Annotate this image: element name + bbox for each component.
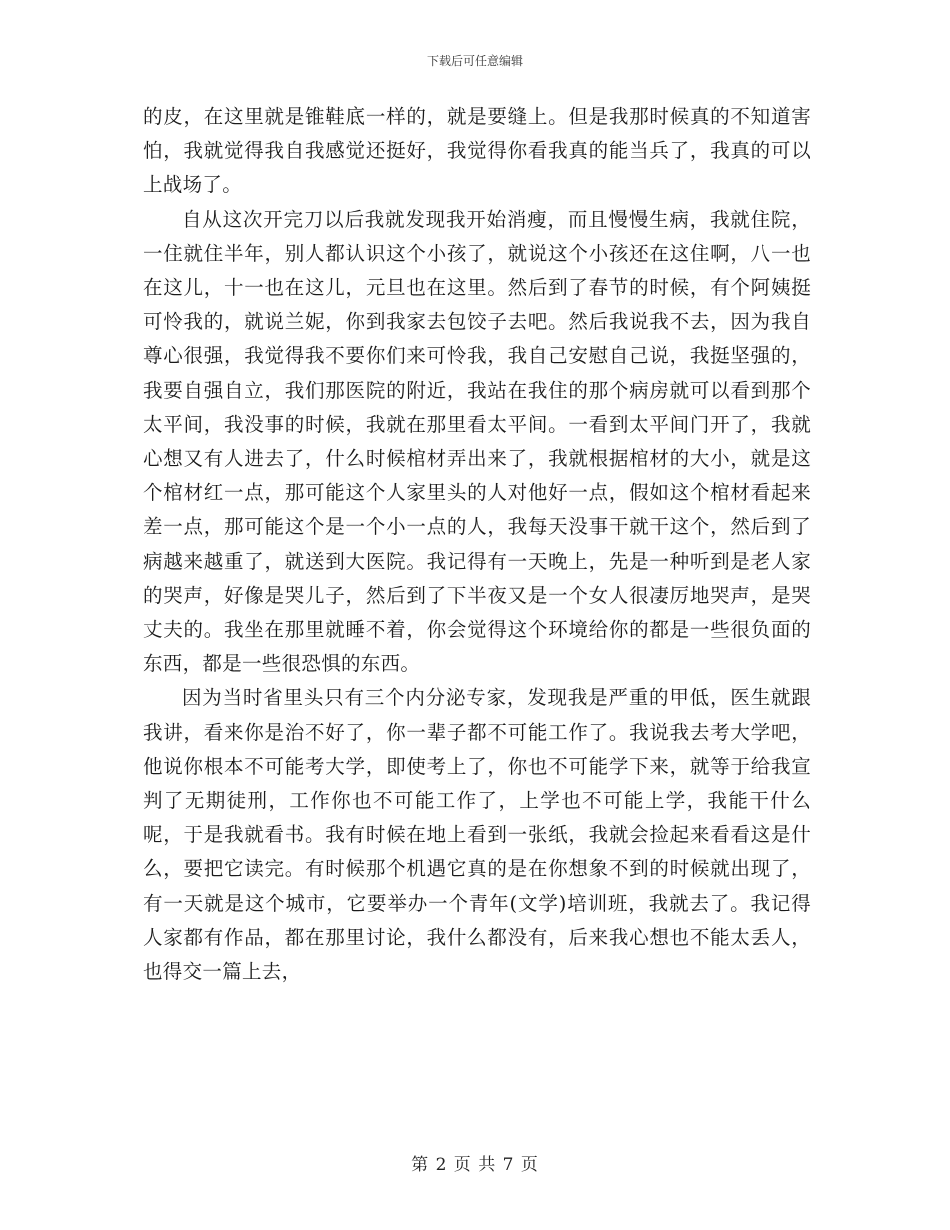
document-body: [143, 100, 811, 989]
paragraph-3: 因为当时省里头只有三个内分泌专家，发现我是严重的甲低，医生就跟我讲，看来你是治不好了，你一辈子都不可能工作了。我说我去考大学吧，他说你根本不可能考大学，即使考上了，你也不可能学下来，就等于给我宣判了无期徒刑，工作你也不可能工作了，上学也不可能上学，我能干什么呢，于是我就看书。我有时候在地上看到一张纸，我就会捡起来看看这是什么，要把它读完。有时候那个机遇它真的是在你想象不到的时候就出现了，有一天就是这个城市，它要举办一个青年(文学)培训班，我就去了。我记得人家都有作品，都在那里讨论，我什么都没有，后来我心想也不能太丢人，也得交一篇上去，: [143, 686, 811, 984]
paragraph-1: 的皮，在这里就是锥鞋底一样的，就是要缝上。但是我那时候真的不知道害怕，我就觉得我自我感觉还挺好，我觉得你看我真的能当兵了，我真的可以上战场了。: [143, 105, 811, 197]
page-number-footer: 第 2 页 共 7 页: [411, 1155, 539, 1175]
page-header: 下载后可任意编辑: [426, 54, 523, 68]
paragraph-2: 自从这次开完刀以后我就发现我开始消瘦，而且慢慢生病，我就住院，一住就住半年，别人都认识这个小孩了，就说这个小孩还在这住啊，八一也在这儿，十一也在这儿，元旦也在这里。然后到了春节的时候，有个阿姨挺可怜我的，就说兰妮，你到我家去包饺子去吧。然后我说我不去，因为我自尊心很强，我觉得我不要你们来可怜我，我自己安慰自己说，我挺坚强的，我要自强自立，我们那医院的附近，我站在我住的那个病房就可以看到那个太平间，我没事的时候，我就在那里看太平间。一看到太平间门开了，我就心想又有人进去了，什么时候棺材弄出来了，我就根据棺材的大小，就是这个棺材红一点，那可能这个人家里头的人对他好一点，假如这个棺材看起来差一点，那可能这个是一个小一点的人，我每天没事干就干这个，然后到了病越来越重了，就送到大医院。我记得有一天晚上，先是一种听到是老人家的哭声，好像是哭儿子，然后到了下半夜又是一个女人很凄厉地哭声，是哭丈夫的。我坐在那里就睡不着，你会觉得这个环境给你的都是一些很负面的东西，都是一些很恐惧的东西。: [143, 207, 811, 676]
